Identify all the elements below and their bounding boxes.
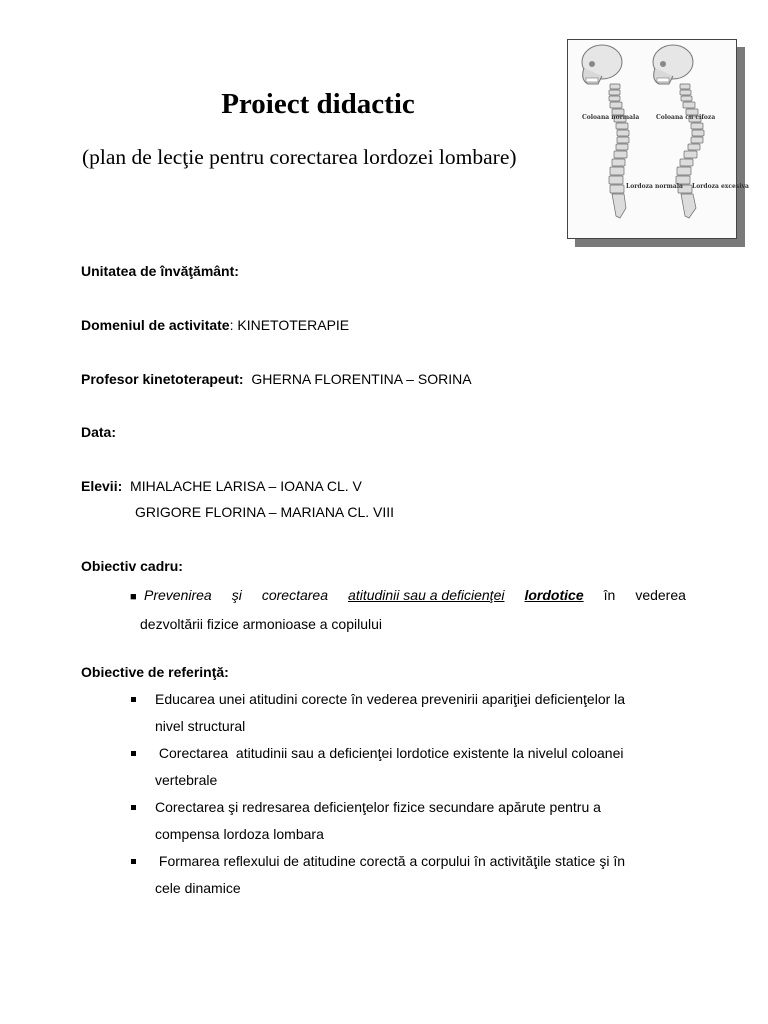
figure-label-3: Lordoza normala (626, 183, 683, 190)
obiectiv-cadru-line-1 (130, 582, 686, 611)
square-bullet-icon (131, 697, 136, 702)
domeniu-label: Domeniul de activitate (81, 317, 230, 333)
bullet-icon: ■ (130, 591, 137, 603)
figure-label-4: Lordoza excesiva (692, 183, 749, 190)
obiectiv-cadru-line-2: dezvoltării fizice armonioase a copilului (140, 616, 383, 632)
domeniu-field (81, 316, 349, 334)
elevi-label: Elevii: (81, 478, 123, 494)
square-bullet-icon (131, 805, 136, 810)
word-lordotice: lordotice (524, 587, 584, 603)
elevi-field (81, 477, 362, 495)
page-subtitle: (plan de lecţie pentru corectarea lordozei lombare) (82, 145, 517, 169)
figure-label-2: Coloana cu cifoza (656, 114, 716, 121)
left-skull (582, 45, 622, 84)
word-corectarea: corectarea (261, 587, 329, 603)
list-item-line-2: compensa lordoza lombara (155, 826, 324, 842)
phrase-atitudinii: atitudinii sau a deficienţei (348, 587, 505, 603)
profesor-field (81, 370, 472, 388)
word-prevenirea: Prevenirea (144, 587, 212, 603)
word-vederea: vederea (635, 587, 686, 603)
obiective-referinta-heading: Obiective de referinţă: (81, 664, 229, 680)
word-si: şi (231, 587, 242, 603)
elevi-value-2: GRIGORE FLORINA – MARIANA CL. VIII (135, 504, 395, 520)
square-bullet-icon (131, 751, 136, 756)
left-spine (609, 84, 629, 218)
spine-illustration (567, 39, 749, 239)
list-item-line-1: Corectarea atitudinii sau a deficienţei lordotice existente la nivelul coloanei (155, 745, 624, 761)
figure-label-1: Coloana normala (582, 114, 640, 121)
obiectiv-cadru-item (130, 582, 686, 638)
list-item-line-2: vertebrale (155, 772, 218, 788)
obiectiv-cadru-heading: Obiectiv cadru: (81, 558, 183, 574)
obiective-referinta-list (130, 686, 670, 902)
right-skull (653, 45, 693, 84)
list-item (130, 740, 670, 794)
list-item-line-1: Corectarea şi redresarea deficienţelor fizice secundare apărute pentru a (155, 799, 601, 815)
spine-drawing (568, 40, 749, 238)
unitate-label: Unitatea de învăţământ: (81, 263, 239, 279)
profesor-label: Profesor kinetoterapeut: (81, 371, 244, 387)
unitate-field (81, 262, 239, 280)
list-item-line-1: Educarea unei atitudini corecte în vederea prevenirii apariţiei deficienţelor la (155, 691, 626, 707)
list-item (130, 686, 670, 740)
profesor-value: GHERNA FLORENTINA – SORINA (243, 371, 472, 387)
domeniu-value: : KINETOTERAPIE (229, 317, 350, 333)
elevi-value-1: MIHALACHE LARISA – IOANA CL. V (122, 478, 362, 494)
list-item-line-1: Formarea reflexului de atitudine corectă a corpului în activităţile statice şi în (155, 853, 626, 869)
list-item (130, 794, 670, 848)
data-label: Data: (81, 424, 117, 440)
data-field (81, 423, 116, 441)
list-item (130, 848, 670, 902)
list-item-line-2: cele dinamice (155, 880, 241, 896)
right-spine (676, 84, 704, 218)
word-in: în (603, 587, 616, 603)
bullet-wrap (130, 582, 212, 611)
page-title: Proiect didactic (221, 88, 415, 120)
elevi-field-2 (135, 503, 394, 521)
square-bullet-icon (131, 859, 136, 864)
list-item-line-2: nivel structural (155, 718, 246, 734)
figure-frame (567, 39, 749, 239)
